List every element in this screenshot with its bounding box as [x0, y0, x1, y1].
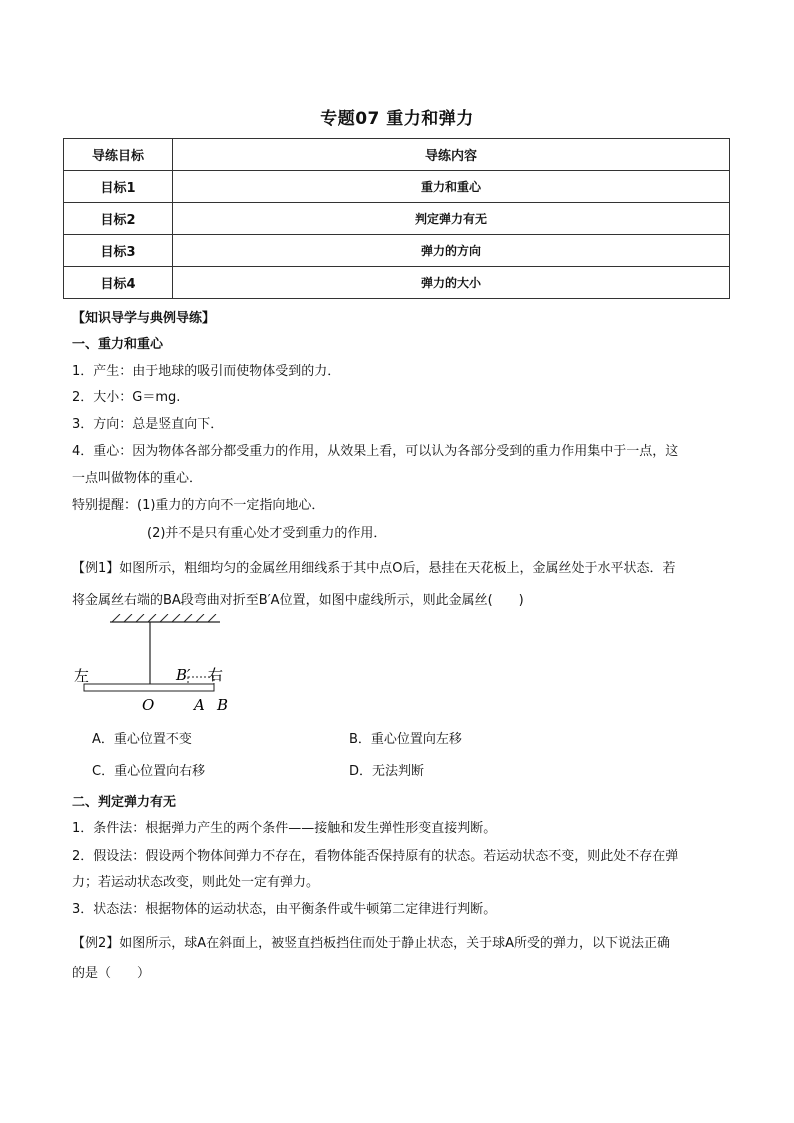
tip-line-2: (2)并不是只有重心处才受到重力的作用． — [147, 526, 387, 541]
table-row — [64, 267, 730, 299]
option-b: B．重心位置向左移 — [349, 732, 462, 747]
part2-item: 3．状态法：根据物体的运动状态，由平衡条件或牛顿第二定律进行判断。 — [72, 902, 497, 917]
part2-item: 力；若运动状态改变，则此处一定有弹力。 — [72, 875, 320, 890]
label-b: B — [217, 696, 229, 714]
metal-wire-figure — [70, 614, 240, 714]
part1-item: 一点叫做物体的重心． — [72, 471, 203, 486]
table-cell-goal: 目标2 — [64, 203, 173, 235]
table-cell-content: 弹力的大小 — [173, 267, 730, 299]
label-left: 左 — [74, 667, 90, 685]
option-c: C．重心位置向右移 — [92, 764, 206, 779]
table-cell-content: 弹力的方向 — [173, 235, 730, 267]
metal-wire — [84, 684, 214, 691]
label-o: O — [142, 696, 155, 714]
table-row — [64, 235, 730, 267]
table-cell-goal: 目标4 — [64, 267, 173, 299]
part1-item: 2．大小：G＝mg. — [72, 390, 181, 405]
example2-line: 的是（ ） — [72, 966, 151, 981]
table-cell-content: 重力和重心 — [173, 171, 730, 203]
tip-line-1: 特别提醒：(1)重力的方向不一定指向地心． — [72, 498, 325, 513]
goals-table — [63, 138, 730, 299]
part2-item: 2．假设法：假设两个物体间弹力不存在，看物体能否保持原有的状态。若运动状态不变，则此处不存在弹 — [72, 849, 679, 864]
example1-line: 【例1】如图所示，粗细均匀的金属丝用细线系于其中点O后，悬挂在天花板上，金属丝处于水平状态．若 — [72, 561, 676, 576]
table-row — [64, 171, 730, 203]
page-title: 专题07 重力和弹力 — [320, 109, 474, 129]
option-a: A．重心位置不变 — [92, 732, 192, 747]
part2-heading: 二、判定弹力有无 — [72, 795, 177, 810]
table-cell-goal: 目标1 — [64, 171, 173, 203]
table-cell-goal: 目标3 — [64, 235, 173, 267]
table-header-goal: 导练目标 — [64, 139, 173, 171]
section-heading: 【知识导学与典例导练】 — [72, 311, 216, 326]
label-right: 右 — [208, 666, 224, 684]
label-a: A — [194, 696, 205, 714]
example1-line: 将金属丝右端的BA段弯曲对折至B′A位置，如图中虚线所示，则此金属丝( ) — [72, 593, 524, 608]
table-cell-content: 判定弹力有无 — [173, 203, 730, 235]
example2-line: 【例2】如图所示，球A在斜面上，被竖直挡板挡住而处于静止状态，关于球A所受的弹力，以下说法正确 — [72, 936, 671, 951]
table-row — [64, 203, 730, 235]
table-header-row — [64, 139, 730, 171]
table-header-content: 导练内容 — [173, 139, 730, 171]
part1-heading: 一、重力和重心 — [72, 337, 164, 352]
part1-item: 3．方向：总是竖直向下． — [72, 417, 224, 432]
part1-item: 4．重心：因为物体各部分都受重力的作用，从效果上看，可以认为各部分受到的重力作用集中于一点，这 — [72, 444, 679, 459]
part1-item: 1．产生：由于地球的吸引而使物体受到的力． — [72, 364, 341, 379]
option-d: D．无法判断 — [349, 764, 425, 779]
ceiling-hatch — [112, 614, 216, 622]
label-b-prime: B′ — [176, 666, 191, 684]
part2-item: 1．条件法：根据弹力产生的两个条件——接触和发生弹性形变直接判断。 — [72, 821, 497, 836]
